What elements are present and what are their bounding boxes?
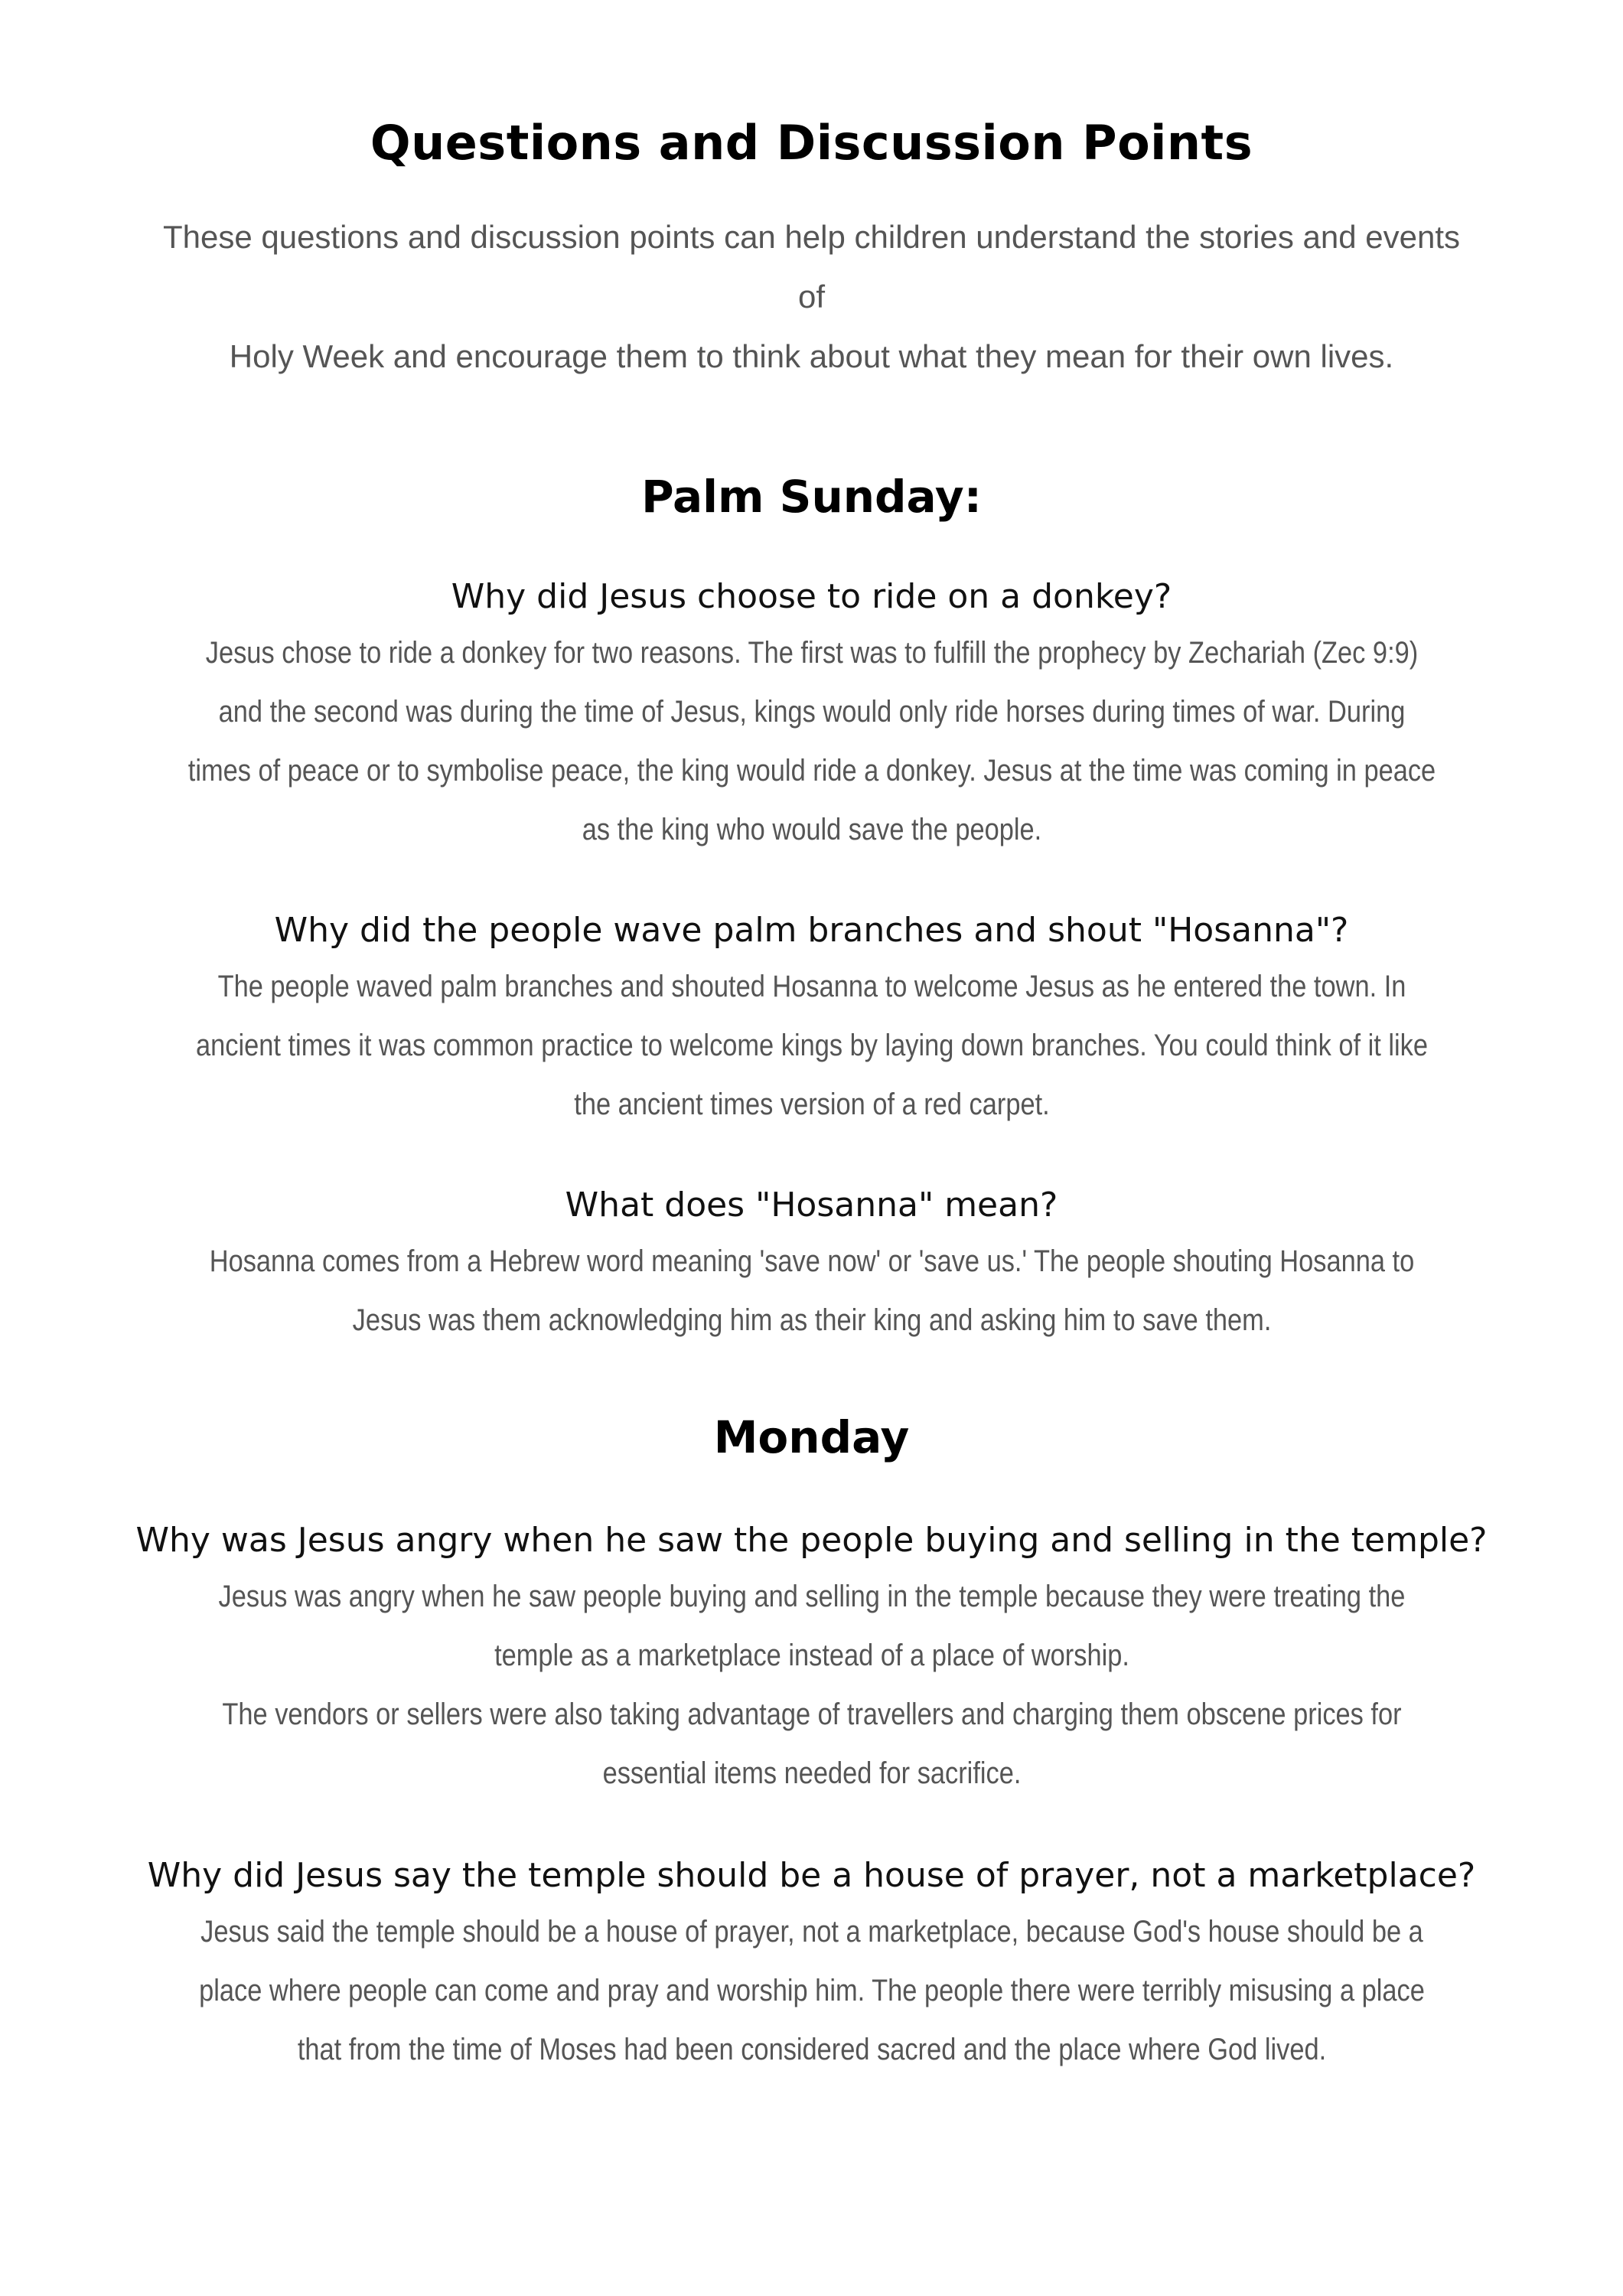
intro-paragraph	[161, 207, 1462, 386]
question-text: Why did Jesus say the temple should be a house of prayer, not a marketplace?	[147, 1856, 1476, 1895]
question-text: Why was Jesus angry when he saw the people buying and selling in the temple?	[135, 1521, 1488, 1560]
section-heading-palm-sunday: Palm Sunday:	[641, 471, 982, 523]
qa-block	[84, 1514, 1539, 1803]
section-heading-monday: Monday	[713, 1411, 910, 1463]
answer-paragraph: Hosanna comes from a Hebrew word meaning 'save now' or 'save us.' The people shouting Hosanna to Jesus was them acknowledging him as their king and asking him to save them.	[209, 1244, 1414, 1337]
answer-paragraph: Jesus was angry when he saw people buying and selling in the temple because they were treating the temple as a marketplace instead of a place of worship.	[218, 1580, 1405, 1672]
question-text: Why did Jesus choose to ride on a donkey?	[451, 577, 1172, 616]
answer-text	[187, 1567, 1437, 1803]
answer-paragraph: Jesus chose to ride a donkey for two reasons. The first was to fulfill the prophecy by Zechariah (Zec 9:9) and the second was during the time of Jesus, kings would only ride horses during times of war. During times of peace or to symbolise peace, the king would ride a donkey. Jesus at the time was coming in peace as the king who would save the people.	[187, 636, 1436, 846]
answer-paragraph: Jesus said the temple should be a house of prayer, not a marketplace, because God's house should be a place where people can come and pray and worship him. The people there were terribly misusing a place that from the time of Moses had been considered sacred and the place where God lived.	[198, 1915, 1425, 2066]
answer-paragraph: The vendors or sellers were also taking advantage of travellers and charging them obscene prices for essential items needed for sacrifice.	[221, 1698, 1402, 1790]
intro-line: These questions and discussion points can help children understand the stories and events of	[162, 219, 1461, 315]
intro-line: Holy Week and encourage them to think about what they mean for their own lives.	[229, 338, 1394, 374]
qa-block	[84, 1849, 1539, 2079]
answer-paragraph: The people waved palm branches and shouted Hosanna to welcome Jesus as he entered the town. In ancient times it was common practice to welcome kings by laying down branches. You could think of it like the ancient times version of a red carpet.	[195, 970, 1428, 1121]
answer-text	[187, 1232, 1437, 1350]
qa-block	[84, 904, 1539, 1134]
answer-text	[187, 624, 1437, 859]
answer-text	[187, 957, 1437, 1134]
question-text: What does "Hosanna" mean?	[565, 1186, 1058, 1225]
answer-text	[187, 1903, 1437, 2079]
question-text: Why did the people wave palm branches and shout "Hosanna"?	[274, 911, 1349, 950]
qa-block	[84, 570, 1539, 859]
qa-block	[84, 1179, 1539, 1350]
page-title: Questions and Discussion Points	[370, 115, 1253, 171]
